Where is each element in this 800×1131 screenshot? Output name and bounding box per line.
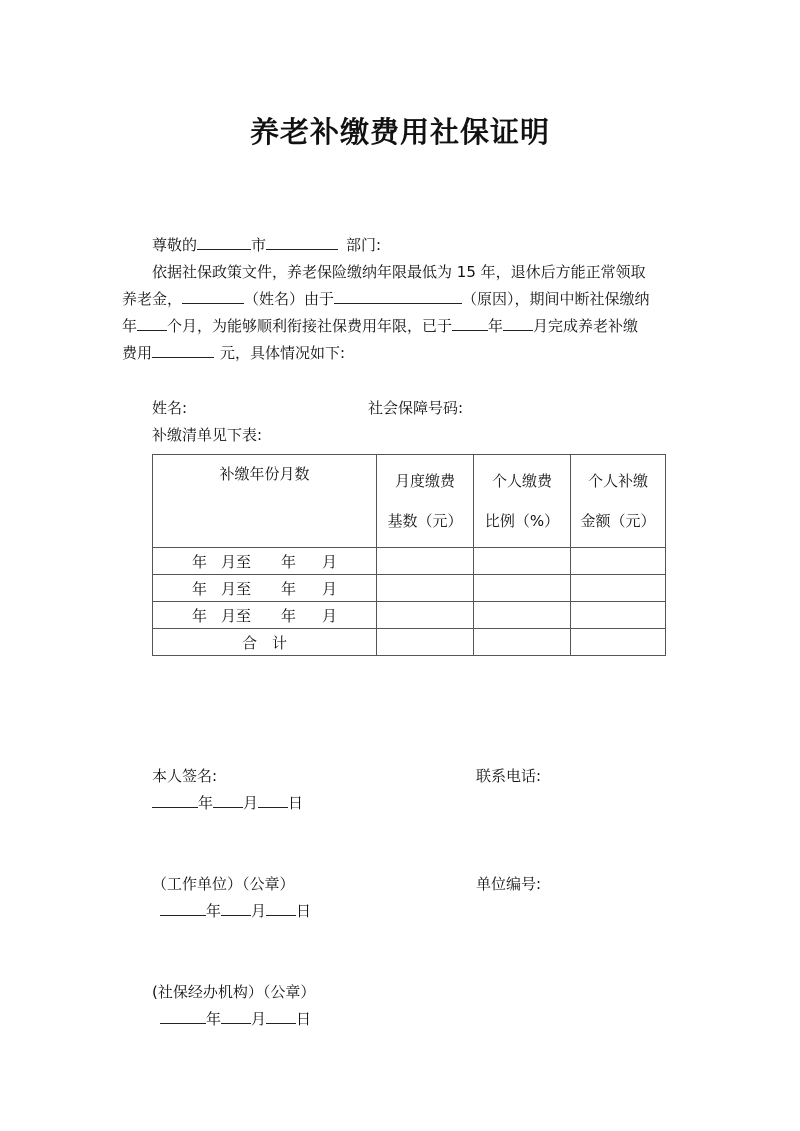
year-blank[interactable] xyxy=(152,792,198,808)
month-blank[interactable] xyxy=(221,900,251,916)
cell-text: 月至 xyxy=(220,552,251,571)
contribution-table xyxy=(152,454,666,656)
date-text: 月 xyxy=(251,1010,267,1028)
date-text: 日 xyxy=(296,1010,312,1028)
header-base xyxy=(377,455,474,548)
body-text: 养老金， xyxy=(122,290,183,308)
ratio-cell[interactable] xyxy=(474,602,571,629)
employer-seal-label: （工作单位）（公章） xyxy=(152,875,295,893)
ratio-cell[interactable] xyxy=(474,575,571,602)
amount-cell[interactable] xyxy=(571,575,666,602)
date-text: 月 xyxy=(251,902,267,920)
base-cell[interactable] xyxy=(377,602,474,629)
body-text: 月完成养老补缴 xyxy=(533,317,639,335)
body-text: （原因），期间中断社保缴纳 xyxy=(462,290,650,308)
header-text: 个人补缴 xyxy=(587,472,648,490)
cell-text: 年 xyxy=(191,579,207,598)
header-text: 个人缴费 xyxy=(491,472,552,490)
amount-cell[interactable] xyxy=(571,548,666,575)
header-text: 基数（元） xyxy=(387,512,463,530)
header-ratio xyxy=(474,455,571,548)
complete-month-blank[interactable] xyxy=(503,315,533,331)
year-blank[interactable] xyxy=(160,900,206,916)
date-text: 年 xyxy=(206,1010,222,1028)
header-period: 补缴年份月数 xyxy=(153,455,377,548)
ratio-cell[interactable] xyxy=(474,548,571,575)
body-line-4 xyxy=(122,340,345,367)
complete-year-blank[interactable] xyxy=(452,315,488,331)
period-cell[interactable] xyxy=(153,548,377,575)
body-text: 年 xyxy=(488,317,504,335)
cell-text: 月至 xyxy=(220,606,251,625)
header-amount xyxy=(571,455,666,548)
body-line-3 xyxy=(122,313,638,340)
month-blank[interactable] xyxy=(213,792,243,808)
city-suffix: 市 xyxy=(251,236,267,254)
years-blank[interactable] xyxy=(137,315,167,331)
salutation-prefix: 尊敬的 xyxy=(152,236,198,254)
self-date xyxy=(152,790,303,817)
agency-seal-label: (社保经办机构）（公章） xyxy=(152,983,316,1001)
table-header-row xyxy=(153,455,666,548)
date-text: 年 xyxy=(206,902,222,920)
date-text: 日 xyxy=(288,794,304,812)
total-label: 合 计 xyxy=(153,629,377,656)
salutation-line xyxy=(152,232,381,259)
cell-text: 年 xyxy=(191,606,207,625)
unit-number-label: 单位编号: xyxy=(476,875,542,893)
month-blank[interactable] xyxy=(221,1008,251,1024)
year-blank[interactable] xyxy=(160,1008,206,1024)
body-line-2 xyxy=(122,286,650,313)
header-text: 金额（元） xyxy=(580,512,656,530)
table-row xyxy=(153,602,666,629)
self-signature-label: 本人签名: xyxy=(152,767,218,785)
body-text: 年 xyxy=(122,317,138,335)
total-base-cell[interactable] xyxy=(377,629,474,656)
date-text: 月 xyxy=(243,794,259,812)
day-blank[interactable] xyxy=(266,1008,296,1024)
ssn-label: 社会保障号码: xyxy=(368,399,464,417)
total-ratio-cell[interactable] xyxy=(474,629,571,656)
body-text: 费用 xyxy=(122,344,153,362)
header-text: 比例（%） xyxy=(484,512,560,530)
amount-cell[interactable] xyxy=(571,602,666,629)
table-row xyxy=(153,548,666,575)
dept-blank[interactable] xyxy=(266,234,338,250)
list-label: 补缴清单见下表: xyxy=(152,426,263,444)
body-text: 个月，为能够顺利衔接社保费用年限，已于 xyxy=(167,317,453,335)
cell-text: 月 xyxy=(322,606,338,625)
header-text: 月度缴费 xyxy=(394,472,455,490)
body-text: 元，具体情况如下: xyxy=(220,344,346,362)
date-text: 日 xyxy=(296,902,312,920)
day-blank[interactable] xyxy=(266,900,296,916)
city-blank[interactable] xyxy=(197,234,251,250)
name-blank[interactable] xyxy=(182,288,244,304)
phone-label: 联系电话: xyxy=(476,767,542,785)
cell-text: 年 xyxy=(191,552,207,571)
total-amount-cell[interactable] xyxy=(571,629,666,656)
employer-date xyxy=(160,898,311,925)
body-line-1: 依据社保政策文件，养老保险缴纳年限最低为 15 年，退休后方能正常领取 xyxy=(152,263,646,281)
cell-text: 年 xyxy=(281,606,297,625)
period-cell[interactable] xyxy=(153,602,377,629)
dept-suffix: 部门: xyxy=(346,236,382,254)
reason-blank[interactable] xyxy=(334,288,462,304)
agency-date xyxy=(160,1006,311,1033)
cell-text: 月至 xyxy=(220,579,251,598)
body-text: （姓名）由于 xyxy=(244,290,335,308)
day-blank[interactable] xyxy=(258,792,288,808)
period-cell[interactable] xyxy=(153,575,377,602)
amount-blank[interactable] xyxy=(152,342,214,358)
table-total-row xyxy=(153,629,666,656)
base-cell[interactable] xyxy=(377,548,474,575)
base-cell[interactable] xyxy=(377,575,474,602)
page-title: 养老补缴费用社保证明 xyxy=(249,115,550,149)
cell-text: 年 xyxy=(281,552,297,571)
table-row xyxy=(153,575,666,602)
cell-text: 年 xyxy=(281,579,297,598)
cell-text: 月 xyxy=(322,552,338,571)
name-label: 姓名: xyxy=(152,399,188,417)
cell-text: 月 xyxy=(322,579,338,598)
date-text: 年 xyxy=(198,794,214,812)
